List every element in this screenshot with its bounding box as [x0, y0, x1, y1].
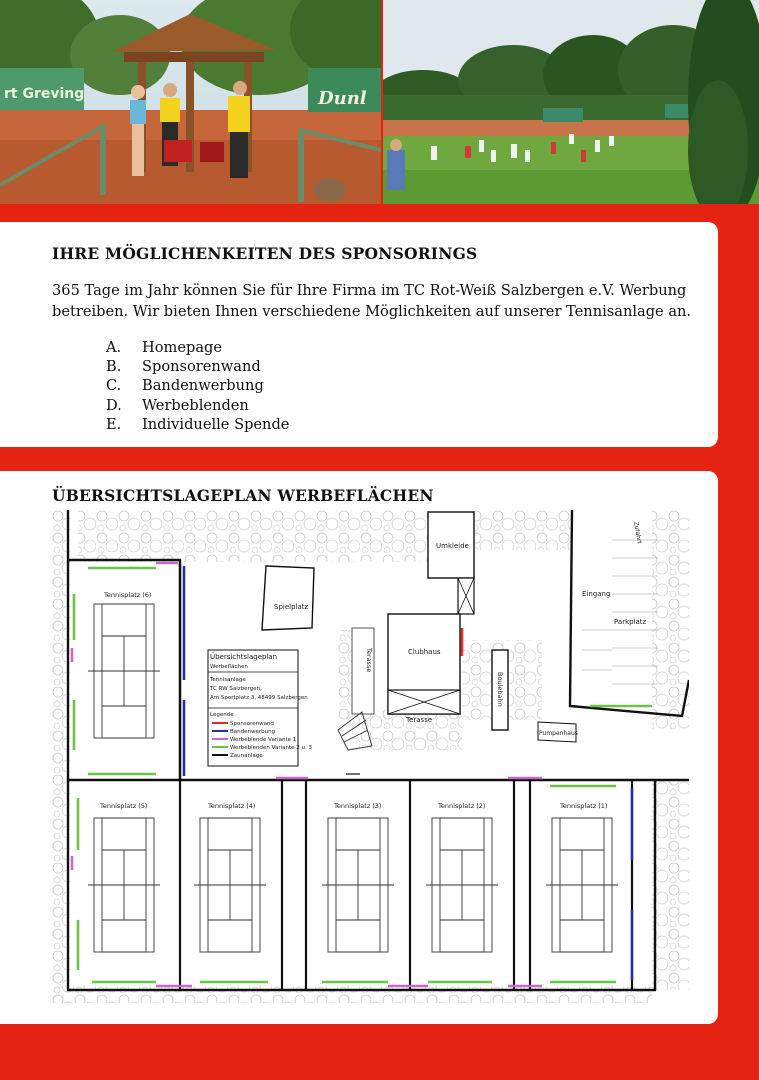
clubhaus-label: Clubhaus [408, 648, 441, 656]
banner-text-right: Dunl [318, 88, 367, 109]
list-item: C. Bandenwerbung [106, 377, 264, 395]
court-label-6: Tennisplatz (6) [104, 591, 152, 599]
legend-item-variante-2-3: Werbeblenden Variante 2 u. 3 [230, 745, 313, 751]
section-title-site-plan: ÜBERSICHTSLAGEPLAN WERBEFLÄCHEN [52, 486, 434, 505]
list-item: B. Sponsorenwand [106, 358, 261, 376]
parkplatz-label: Parkplatz [614, 618, 647, 626]
site-plan [52, 510, 689, 1003]
legend-item-variante-1: Werbeblende Variante 1 [230, 737, 297, 743]
boulebahn-label: Boulebahn [496, 672, 504, 707]
section-title-sponsoring: IHRE MÖGLICHENKEITEN DES SPONSORINGS [52, 244, 478, 263]
court-label-2: Tennisplatz (2) [438, 802, 486, 810]
sponsoring-options-card [0, 222, 718, 447]
photo-clubhouse-pavilion [0, 0, 381, 204]
terasse-vertical-label: Terasse [365, 648, 373, 673]
list-item: E. Individuelle Spende [106, 415, 290, 433]
court-label-4: Tennisplatz (4) [208, 802, 256, 810]
legend-address-3: Am Sportplatz 3, 48499 Salzbergen [210, 695, 308, 701]
umkleide-label: Umkleide [436, 542, 469, 550]
list-item: A. Homepage [106, 339, 223, 356]
photo-grass-training [383, 0, 759, 204]
legend-subtitle: Werbeflächen [210, 664, 248, 670]
court-label-1: Tennisplatz (1) [560, 802, 608, 810]
eingang-label: Eingang [582, 590, 611, 598]
options-list [106, 338, 289, 434]
court-label-3: Tennisplatz (3) [334, 802, 382, 810]
legend-address-1: Tennisanlage [210, 677, 246, 683]
legend-address-2: TC RW Salzbergen, [210, 686, 262, 692]
legend-heading: Legende [210, 712, 234, 718]
legend-item-zaunanlage: Zaunanlage [230, 753, 263, 759]
intro-paragraph: 365 Tage im Jahr können Sie für Ihre Firma im TC Rot-Weiß Salzbergen e.V. Werbung betreiben. Wir bieten Ihnen verschiedene Möglichkeiten auf unserer Tennisanlage an. [52, 282, 692, 320]
spielplatz-label: Spielplatz [274, 603, 309, 611]
legend-title: Übersichtslageplan [210, 653, 278, 661]
pumpenhaus-label: Pumpenhaus [539, 730, 578, 737]
list-item: D. Werbeblenden [106, 396, 249, 414]
legend-item-bandenwerbung: Bandenwerbung [230, 729, 276, 735]
terasse-label: Terasse [406, 716, 433, 724]
legend-item-sponsorenwand: Sponsorenwand [230, 721, 274, 727]
zufahrt-label: Zufahrt [632, 521, 643, 545]
court-label-5: Tennisplatz (5) [100, 802, 148, 810]
banner-text-left: rt Greving [4, 86, 85, 102]
plan-legend [208, 650, 313, 766]
